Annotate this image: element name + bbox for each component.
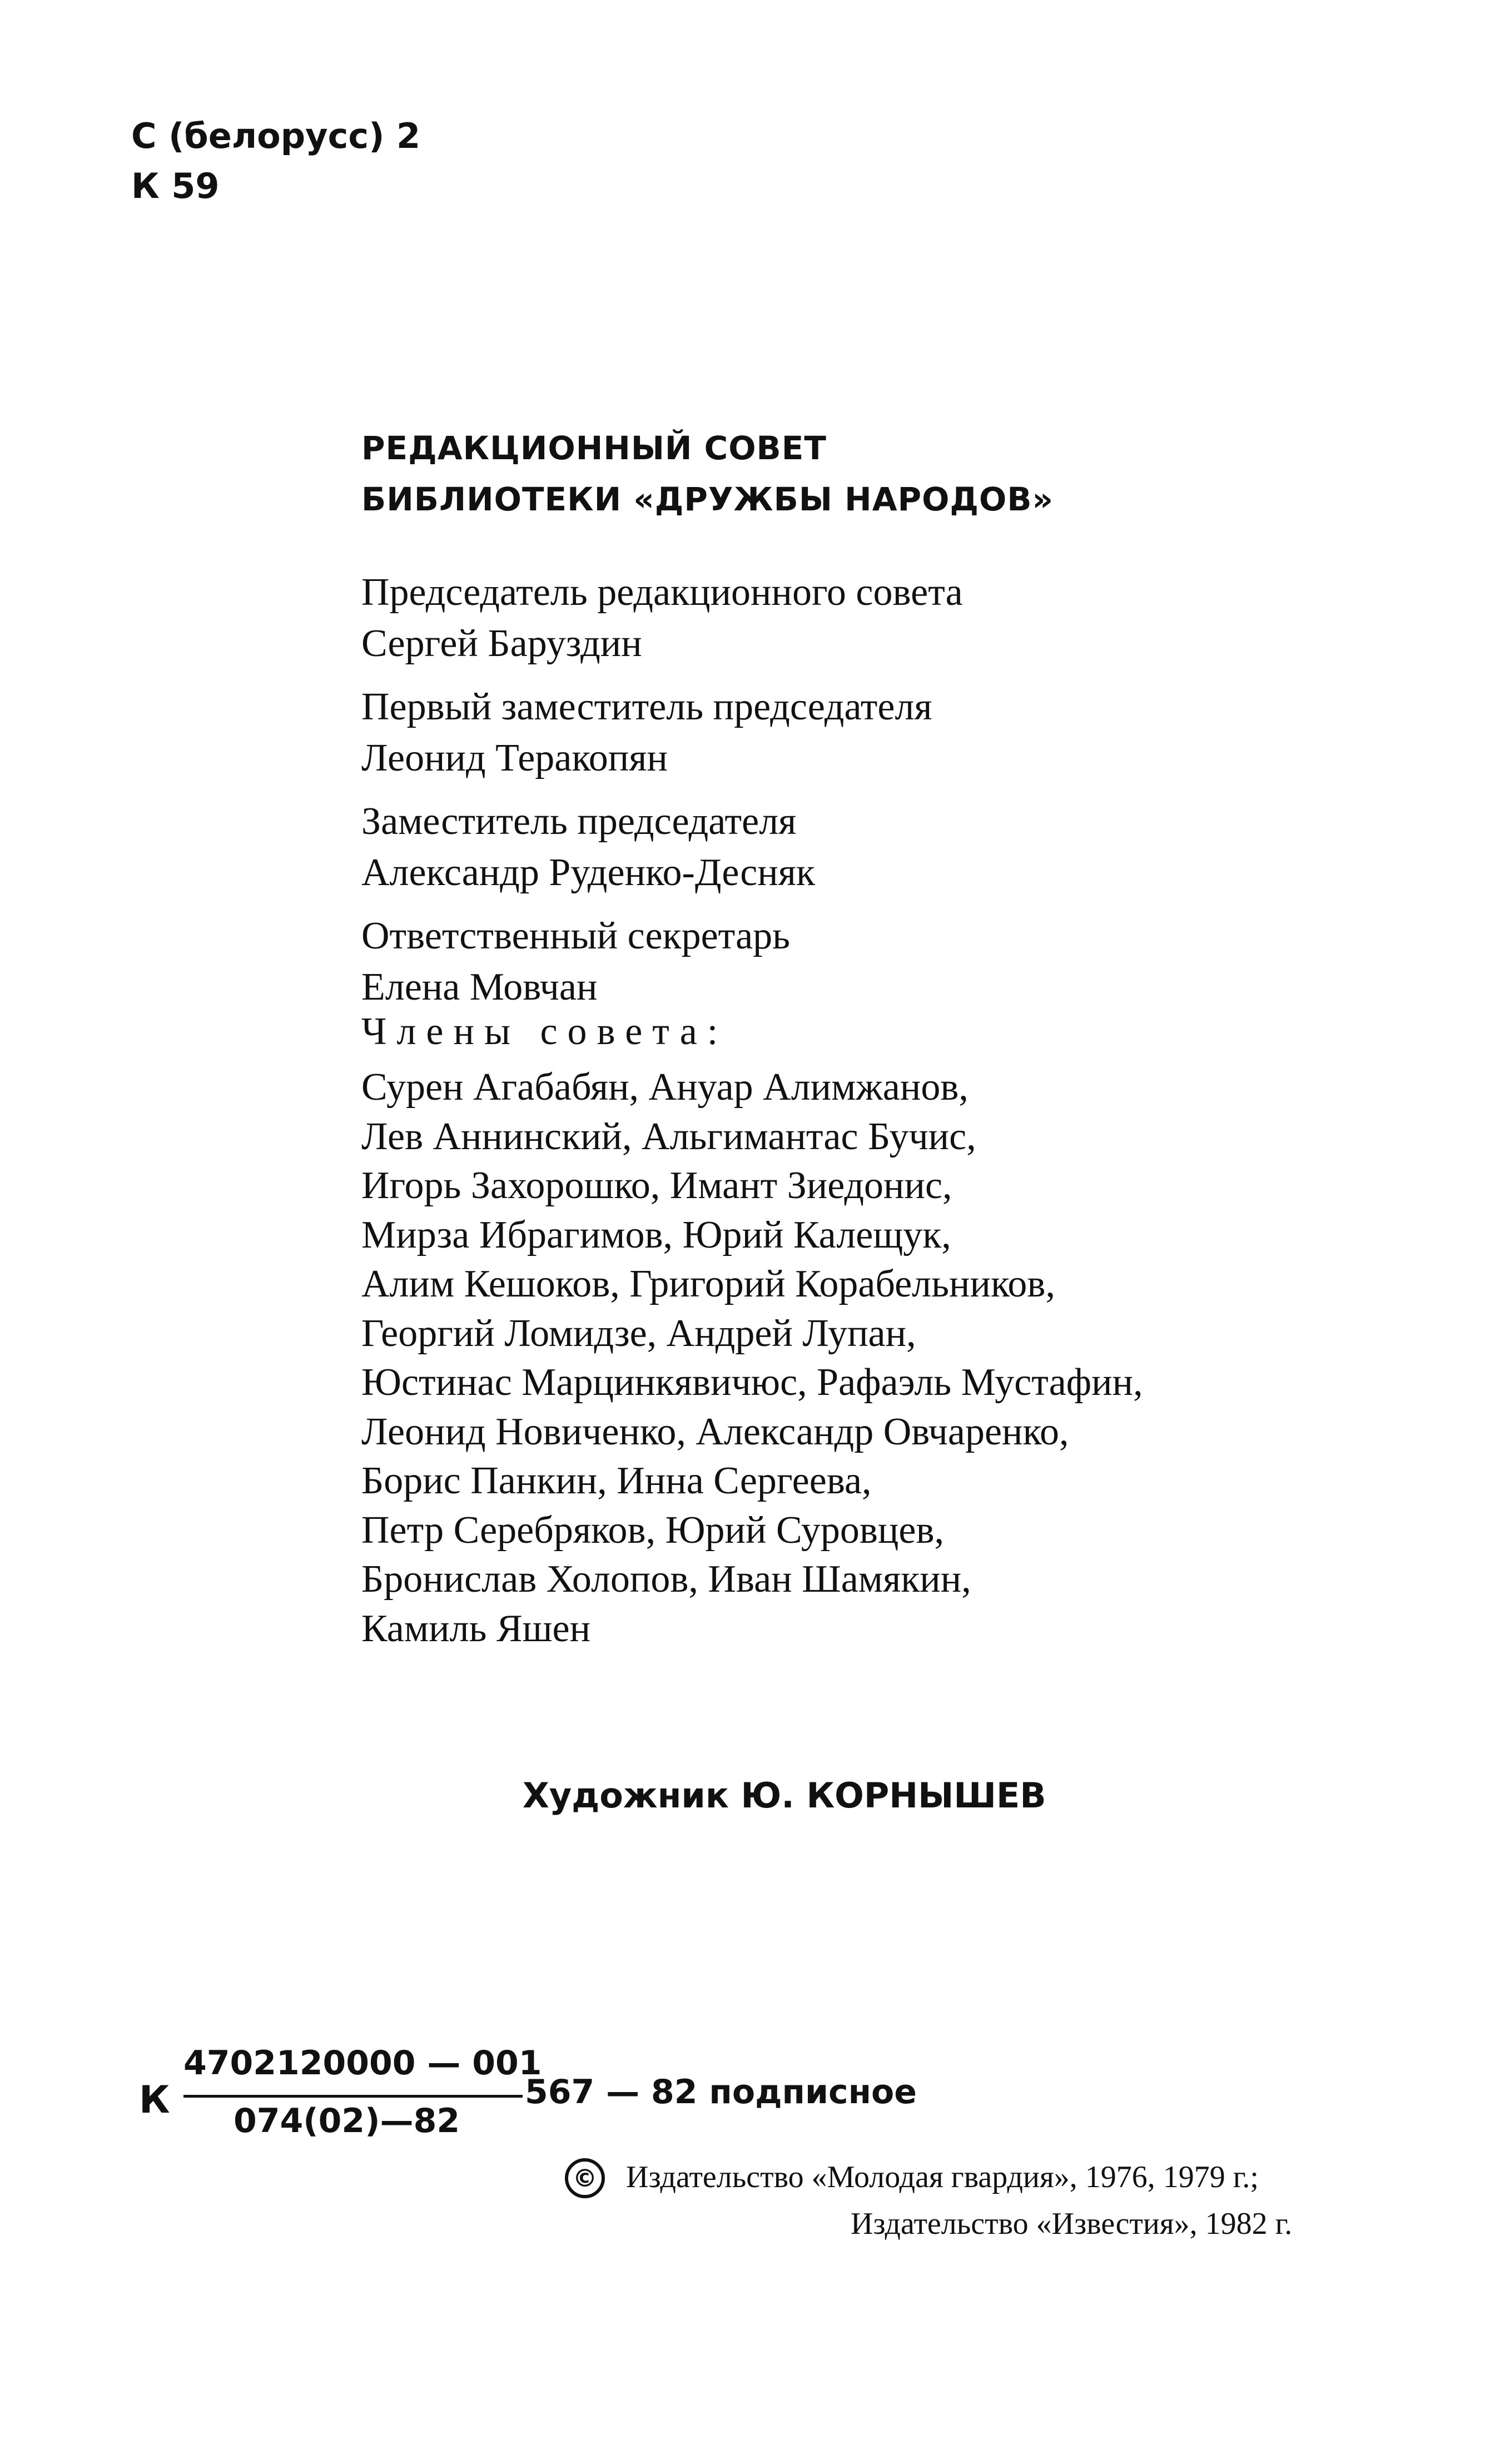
shelf-mark-line-1: С (белорусс) 2 bbox=[131, 116, 421, 156]
role-name: Сергей Баруздин bbox=[361, 622, 642, 665]
member-line: Камиль Яшен bbox=[361, 1607, 591, 1650]
member-line: Георгий Ломидзе, Андрей Лупан, bbox=[361, 1312, 916, 1355]
role-title: Первый заместитель председателя bbox=[361, 685, 932, 728]
role-deputy bbox=[361, 796, 963, 898]
role-first-deputy bbox=[361, 682, 963, 784]
shelf-mark-line-2: К 59 bbox=[131, 166, 220, 206]
member-line: Юстинас Марцинкявичюс, Рафаэль Мустафин, bbox=[361, 1361, 1143, 1404]
role-title: Заместитель председателя bbox=[361, 800, 797, 843]
role-name: Леонид Теракопян bbox=[361, 737, 668, 779]
copyright-line-1: Издательство «Молодая гвардия», 1976, 1979 г.; bbox=[626, 2160, 1259, 2194]
role-secretary bbox=[361, 911, 963, 1013]
shelf-mark bbox=[131, 111, 420, 211]
catalog-fraction-rule bbox=[183, 2095, 523, 2098]
council-title-line-2: БИБЛИОТЕКИ «ДРУЖБЫ НАРОДОВ» bbox=[361, 480, 1054, 518]
council-roles bbox=[361, 567, 963, 1025]
copyright-icon: © bbox=[565, 2158, 605, 2198]
council-title-line-1: РЕДАКЦИОННЫЙ СОВЕТ bbox=[361, 429, 827, 467]
role-title: Ответственный секретарь bbox=[361, 915, 791, 957]
member-line: Игорь Захорошко, Имант Зиедонис, bbox=[361, 1164, 952, 1207]
catalog-numerator: 4702120000 — 001 bbox=[183, 2044, 542, 2083]
members-heading: Члены совета: bbox=[361, 1010, 728, 1053]
member-line: Борис Панкин, Инна Сергеева, bbox=[361, 1459, 872, 1502]
member-line: Лев Аннинский, Альгимантас Бучис, bbox=[361, 1115, 976, 1158]
council-title bbox=[361, 423, 1054, 525]
catalog-denominator: 074(02)—82 bbox=[234, 2102, 460, 2140]
role-name: Елена Мовчан bbox=[361, 966, 598, 1009]
catalog-letter: К bbox=[139, 2078, 170, 2122]
role-name: Александр Руденко-Десняк bbox=[361, 851, 815, 894]
member-line: Петр Серебряков, Юрий Суровцев, bbox=[361, 1508, 945, 1552]
artist-credit: Художник Ю. КОРНЫШЕВ bbox=[523, 1775, 1046, 1816]
member-line: Леонид Новиченко, Александр Овчаренко, bbox=[361, 1410, 1069, 1453]
catalog-tail: 567 — 82 подписное bbox=[525, 2073, 917, 2112]
members-list bbox=[361, 1063, 1143, 1653]
copyright-line-2: Издательство «Известия», 1982 г. bbox=[851, 2207, 1293, 2241]
member-line: Сурен Агабабян, Ануар Алимжанов, bbox=[361, 1066, 968, 1109]
role-title: Председатель редакционного совета bbox=[361, 571, 963, 614]
member-line: Мирза Ибрагимов, Юрий Калещук, bbox=[361, 1213, 951, 1256]
member-line: Бронислав Холопов, Иван Шамякин, bbox=[361, 1558, 971, 1601]
member-line: Алим Кешоков, Григорий Корабельников, bbox=[361, 1263, 1055, 1305]
role-chairman bbox=[361, 567, 963, 669]
